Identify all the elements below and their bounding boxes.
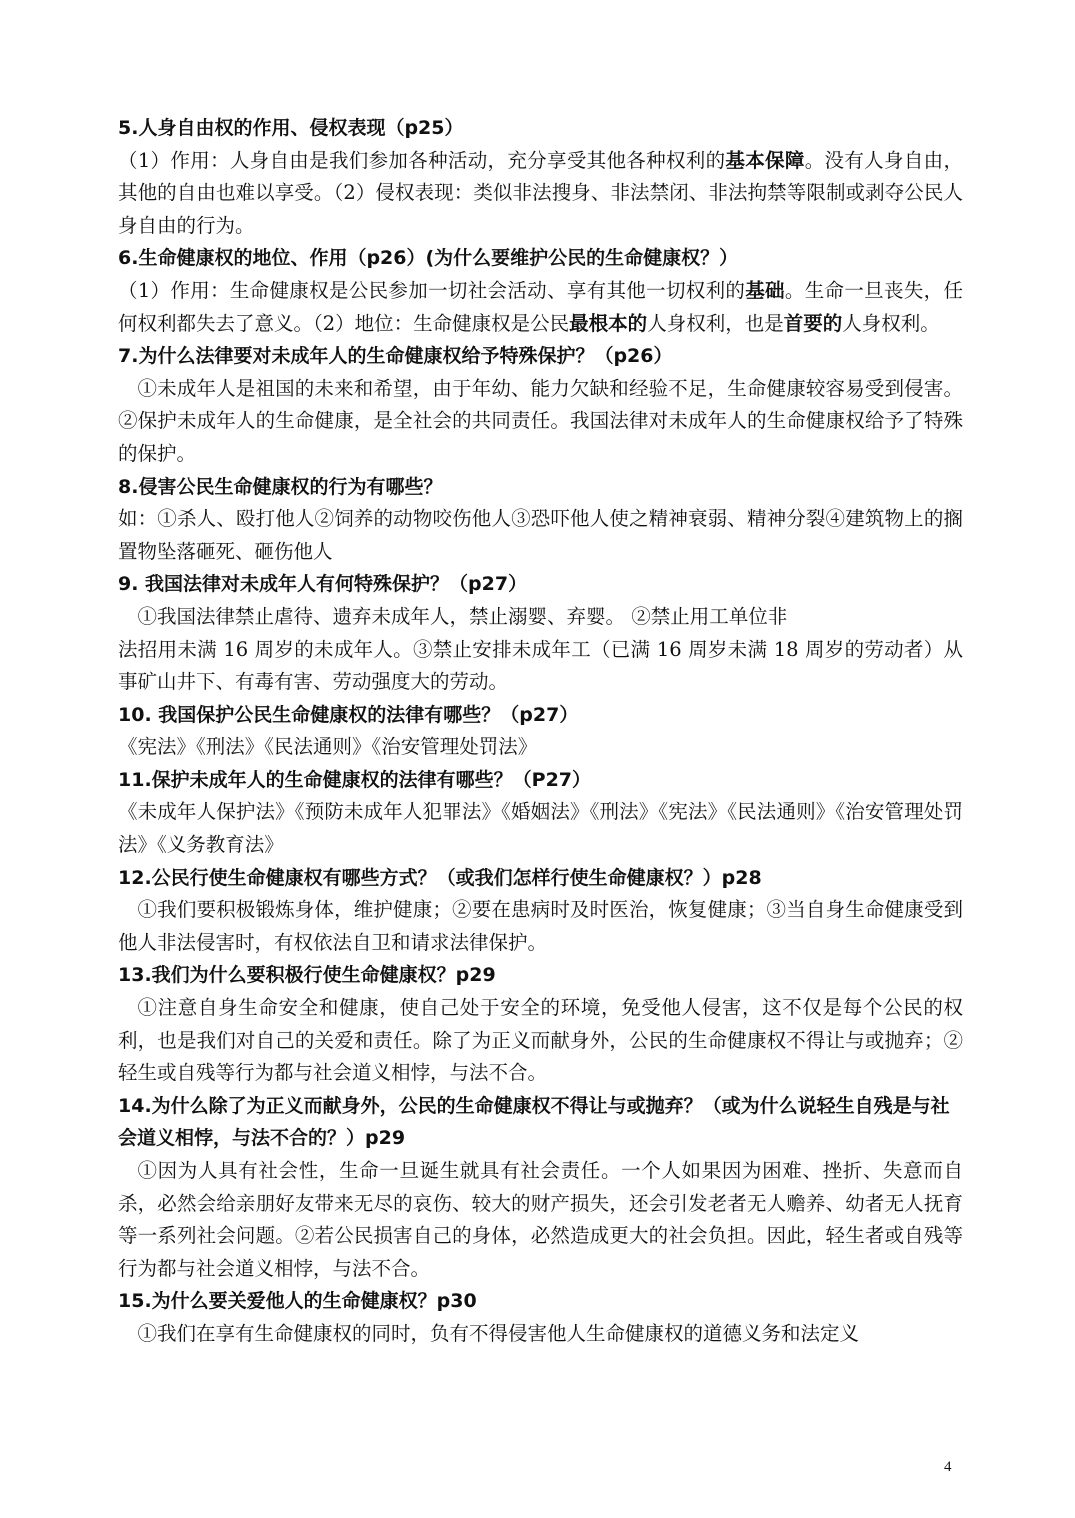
answer-text: ①注意自身生命安全和健康，使自己处于安全的环境，免受他人侵害，这不仅是每个公民的权利，也是我们对自己的关爱和责任。除了为正义而献身外，公民的生命健康权不得让与或抛弃；②轻生或自残等行为都与社会道义相悖，与法不合。 — [118, 996, 963, 1085]
answer-paragraph — [118, 894, 963, 959]
answer-text: 人身权利。 — [842, 311, 940, 335]
question-heading: 9. 我国法律对未成年人有何特殊保护？（p27） — [118, 573, 528, 596]
emphasis-text: 首要的 — [783, 311, 843, 335]
answer-text: （1）作用：人身自由是我们参加各种活动，充分享受其他各种权利的 — [118, 148, 726, 172]
question-heading: 6.生命健康权的地位、作用（p26）(为什么要维护公民的生命健康权？） — [118, 247, 739, 270]
answer-paragraph — [118, 1318, 963, 1351]
document-body — [118, 112, 963, 1351]
emphasis-text: 基本保障 — [725, 148, 805, 172]
answer-text: ①我国法律禁止虐待、遗弃未成年人，禁止溺婴、弃婴。 ②禁止用工单位非 — [137, 604, 788, 628]
answer-paragraph — [118, 275, 963, 340]
answer-paragraph — [118, 503, 963, 568]
question-heading: 8.侵害公民生命健康权的行为有哪些？ — [118, 475, 443, 498]
question-heading: 12.公民行使生命健康权有哪些方式？（或我们怎样行使生命健康权？）p28 — [118, 866, 762, 889]
answer-text: 法招用未满 16 周岁的未成年人。③禁止安排未成年工（已满 16 周岁未满 18 周岁的劳动者）从事矿山井下、有毒有害、劳动强度大的劳动。 — [118, 637, 963, 694]
answer-paragraph — [118, 145, 963, 243]
question-heading: 11.保护未成年人的生命健康权的法律有哪些？（P27） — [118, 768, 592, 791]
answer-text: 人身权利，也是 — [647, 311, 784, 335]
answer-paragraph — [118, 373, 963, 471]
question-heading: 13.我们为什么要积极行使生命健康权？p29 — [118, 964, 496, 987]
answer-text: 《宪法》《刑法》《民法通则》《治安管理处罚法》 — [118, 735, 538, 759]
answer-text: 。生命一旦丧失，任何权利都失去了意义。（2）地位：生命健康权是公民 — [118, 278, 963, 335]
answer-text: ①我们要积极锻炼身体，维护健康；②要在患病时及时医治，恢复健康；③当自身生命健康受到他人非法侵害时，有权依法自卫和请求法律保护。 — [118, 898, 963, 954]
answer-paragraph — [118, 992, 963, 1090]
page-number: 4 — [944, 1459, 952, 1475]
question-heading: 7.为什么法律要对未成年人的生命健康权给予特殊保护？（p26） — [118, 345, 673, 368]
answer-text: （1）作用：生命健康权是公民参加一切社会活动、享有其他一切权利的 — [118, 278, 746, 302]
question-heading: 14.为什么除了为正义而献身外，公民的生命健康权不得让与或抛弃？（或为什么说轻生自残是与社会道义相悖，与法不合的？）p29 — [118, 1094, 950, 1150]
question-heading: 15.为什么要关爱他人的生命健康权？p30 — [118, 1290, 477, 1313]
answer-text: ①我们在享有生命健康权的同时，负有不得侵害他人生命健康权的道德义务和法定义 — [137, 1321, 860, 1345]
answer-text: 。没有人身自由，其他的自由也难以享受。（2）侵权表现：类似非法搜身、非法禁闭、非法拘禁等限制或剥夺公民人身自由的行为。 — [118, 148, 963, 237]
answer-text: 如：①杀人、殴打他人②饲养的动物咬伤他人③恐吓他人使之精神衰弱、精神分裂④建筑物上的搁置物坠落砸死、砸伤他人 — [118, 507, 963, 563]
question-heading: 5.人身自由权的作用、侵权表现（p25） — [118, 117, 464, 139]
answer-paragraph — [118, 601, 963, 699]
answer-text: ①未成年人是祖国的未来和希望，由于年幼、能力欠缺和经验不足，生命健康较容易受到侵害。②保护未成年人的生命健康，是全社会的共同责任。我国法律对未成年人的生命健康权给予了特殊的保护。 — [118, 376, 963, 465]
question-heading: 10. 我国保护公民生命健康权的法律有哪些？（p27） — [118, 703, 579, 726]
answer-paragraph — [118, 731, 963, 764]
answer-paragraph — [118, 796, 963, 861]
answer-text: 《未成年人保护法》《预防未成年人犯罪法》《婚姻法》《刑法》《宪法》《民法通则》《治安管理处罚法》《义务教育法》 — [118, 800, 963, 857]
answer-paragraph — [118, 1155, 963, 1285]
answer-text: ①因为人具有社会性，生命一旦诞生就具有社会责任。一个人如果因为困难、挫折、失意而自杀，必然会给亲朋好友带来无尽的哀伤、较大的财产损失，还会引发老者无人赡养、幼者无人抚育等一系列社会问题。②若公民损害自己的身体，必然造成更大的社会负担。因此，轻生者或自残等行为都与社会道义相悖，与法不合。 — [118, 1159, 963, 1280]
emphasis-text: 基础 — [745, 278, 785, 302]
emphasis-text: 最根本的 — [569, 311, 648, 335]
